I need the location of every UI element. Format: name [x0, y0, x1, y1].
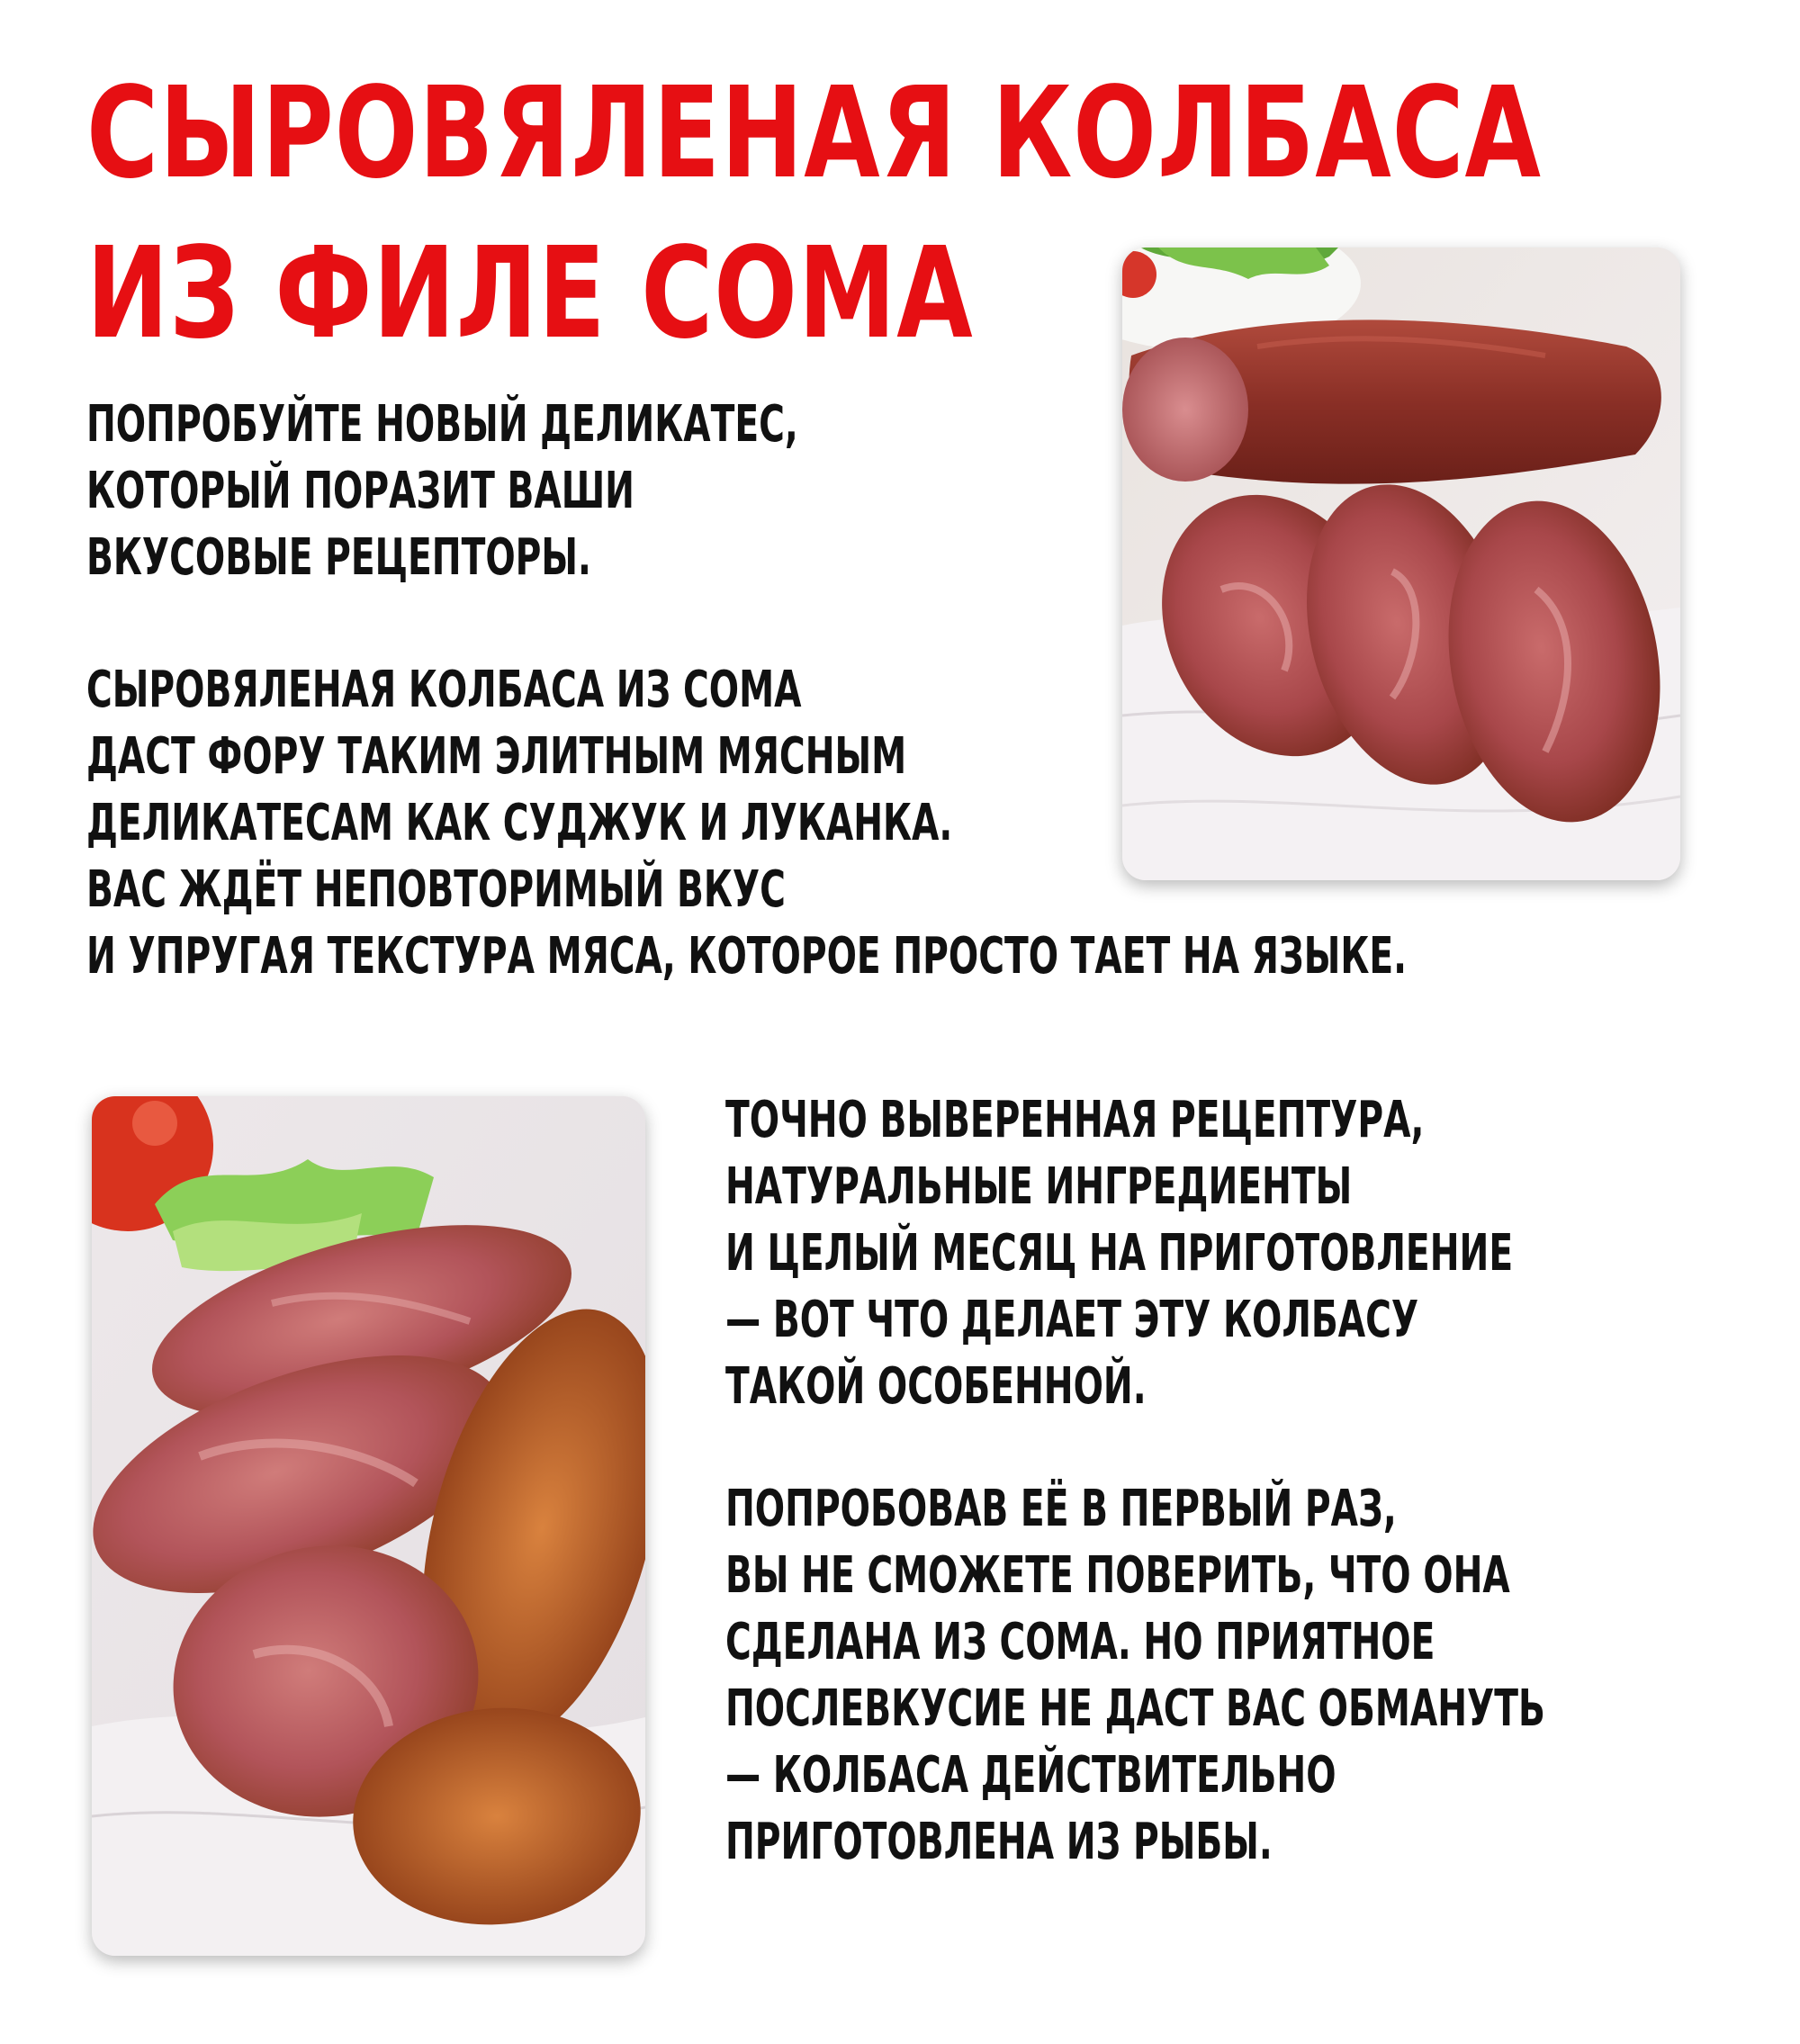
recipe-line: ТАКОЙ ОСОБЕННОЙ.: [725, 1357, 1147, 1416]
aftertaste-line: ПРИГОТОВЛЕНА ИЗ РЫБЫ.: [725, 1813, 1273, 1871]
title-line-2: ИЗ ФИЛЕ СОМА: [86, 221, 974, 367]
recipe-line: ТОЧНО ВЫВЕРЕННАЯ РЕЦЕПТУРА,: [725, 1091, 1425, 1149]
comparison-line: ДАСТ ФОРУ ТАКИМ ЭЛИТНЫМ МЯСНЫМ: [86, 727, 907, 786]
sausage-slices-closeup-photo: [92, 1096, 645, 1956]
recipe-paragraph: [725, 1087, 1513, 1420]
comparison-line: СЫРОВЯЛЕНАЯ КОЛБАСА ИЗ СОМА: [86, 661, 802, 719]
aftertaste-line: — КОЛБАСА ДЕЙСТВИТЕЛЬНО: [725, 1746, 1336, 1805]
aftertaste-paragraph: [725, 1476, 1545, 1876]
comparison-line: ДЕЛИКАТЕСАМ КАК СУДЖУК И ЛУКАНКА.: [86, 794, 953, 852]
intro-line: ВКУСОВЫЕ РЕЦЕПТОРЫ.: [86, 528, 591, 587]
recipe-line: — ВОТ ЧТО ДЕЛАЕТ ЭТУ КОЛБАСУ: [725, 1291, 1419, 1349]
intro-paragraph: [86, 392, 798, 591]
recipe-line: НАТУРАЛЬНЫЕ ИНГРЕДИЕНТЫ: [725, 1157, 1353, 1216]
aftertaste-line: ВЫ НЕ СМОЖЕТЕ ПОВЕРИТЬ, ЧТО ОНА: [725, 1546, 1510, 1605]
title-line-1: СЫРОВЯЛЕНАЯ КОЛБАСА: [86, 60, 1542, 207]
sliced-sausage-photo: [1122, 248, 1680, 880]
intro-line: КОТОРЫЙ ПОРАЗИТ ВАШИ: [86, 462, 634, 520]
aftertaste-line: ПОПРОБОВАВ ЕЁ В ПЕРВЫЙ РАЗ,: [725, 1480, 1397, 1538]
aftertaste-line: СДЕЛАНА ИЗ СОМА. НО ПРИЯТНОЕ: [725, 1613, 1436, 1671]
comparison-line: И УПРУГАЯ ТЕКСТУРА МЯСА, КОТОРОЕ ПРОСТО ТАЕТ НА ЯЗЫКЕ.: [86, 927, 1408, 986]
comparison-line: ВАС ЖДЁТ НЕПОВТОРИМЫЙ ВКУС: [86, 860, 786, 919]
intro-line: ПОПРОБУЙТЕ НОВЫЙ ДЕЛИКАТЕС,: [86, 395, 798, 454]
aftertaste-line: ПОСЛЕВКУСИЕ НЕ ДАСТ ВАС ОБМАНУТЬ: [725, 1679, 1545, 1738]
recipe-line: И ЦЕЛЫЙ МЕСЯЦ НА ПРИГОТОВЛЕНИЕ: [725, 1224, 1514, 1283]
